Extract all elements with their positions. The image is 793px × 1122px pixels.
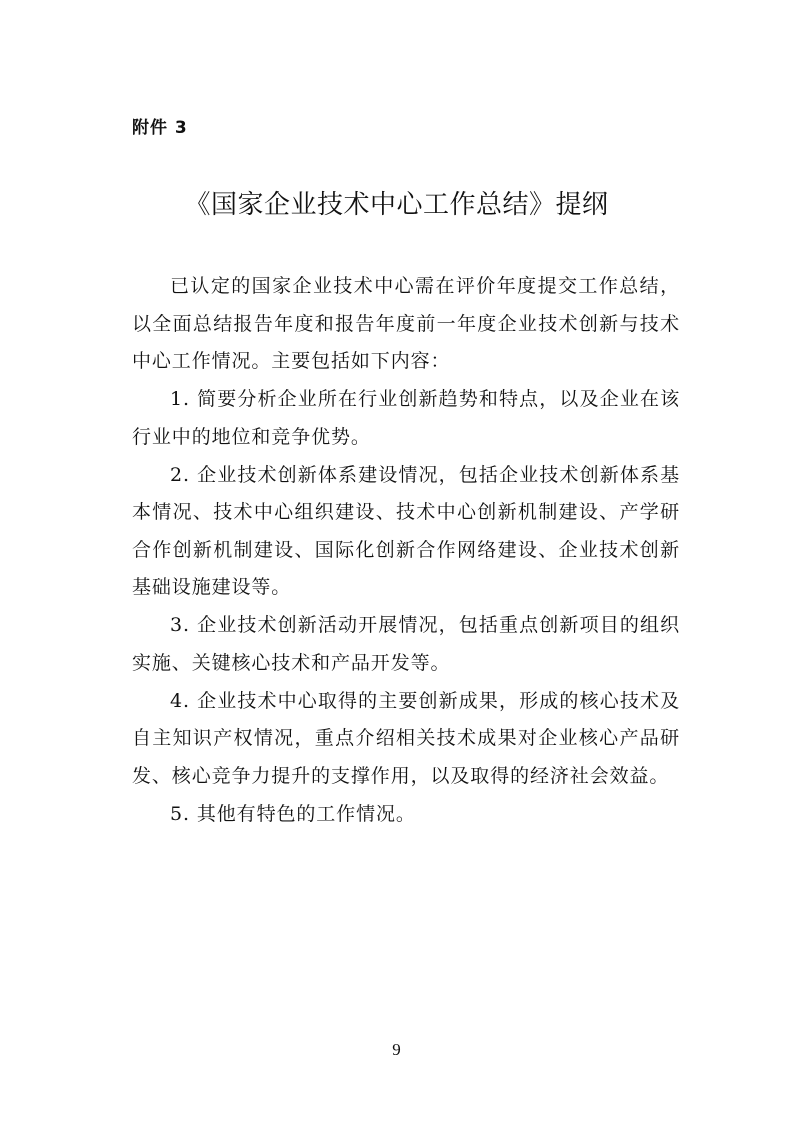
attachment-label: 附件 3 [132,118,188,138]
list-item-1: 1. 简要分析企业所在行业创新趋势和特点，以及企业在该行业中的地位和竞争优势。 [132,388,680,448]
document-title: 《国家企业技术中心工作总结》提纲 [184,190,609,220]
list-item-5: 5. 其他有特色的工作情况。 [170,802,416,825]
intro-paragraph: 已认定的国家企业技术中心需在评价年度提交工作总结，以全面总结报告年度和报告年度前一年度企业技术创新与技术中心工作情况。主要包括如下内容： [132,275,680,372]
document-body [132,268,680,834]
list-item-2: 2. 企业技术创新体系建设情况，包括企业技术创新体系基本情况、技术中心组织建设、技术中心创新机制建设、产学研合作创新机制建设、国际化创新合作网络建设、企业技术创新基础设施建设等。 [132,463,680,598]
list-item-3: 3. 企业技术创新活动开展情况，包括重点创新项目的组织实施、关键核心技术和产品开发等。 [132,614,680,674]
list-item-4: 4. 企业技术中心取得的主要创新成果，形成的核心技术及自主知识产权情况，重点介绍相关技术成果对企业核心产品研发、核心竞争力提升的支撑作用，以及取得的经济社会效益。 [132,689,680,787]
page-number: 9 [392,1040,401,1059]
